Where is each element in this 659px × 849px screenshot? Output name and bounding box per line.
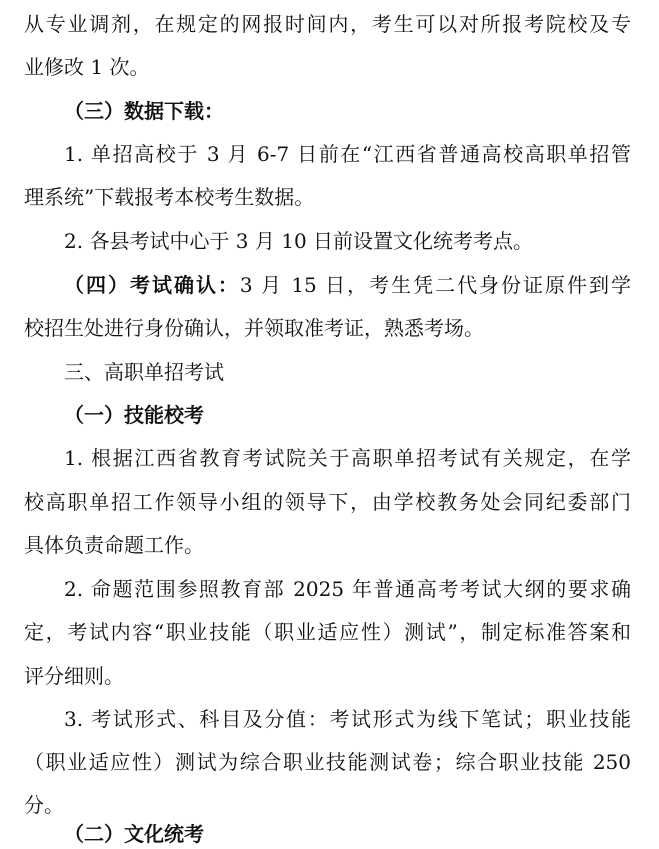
paragraph-line: 定，考试内容“职业技能（职业适应性）测试”，制定标准答案和 bbox=[24, 620, 631, 644]
paragraph-line: 3. 考试形式、科目及分值：考试形式为线下笔试；职业技能 bbox=[64, 707, 631, 731]
paragraph-line: 1. 根据江西省教育考试院关于高职单招考试有关规定，在学 bbox=[64, 446, 631, 470]
paragraph-text: 3 月 15 日，考生凭二代身份证原件到学 bbox=[239, 273, 631, 297]
paragraph-line: （职业适应性）测试为综合职业技能测试卷；综合职业技能 250 bbox=[24, 750, 631, 774]
paragraph-line: 理系统”下载报考本校考生数据。 bbox=[24, 185, 315, 209]
paragraph-line bbox=[0, 270, 659, 300]
paragraph-line: 从专业调剂，在规定的网报时间内，考生可以对所报考院校及专 bbox=[24, 12, 631, 36]
paragraph-line: 校招生处进行身份确认，并领取准考证，熟悉考场。 bbox=[24, 316, 484, 340]
paragraph-line: 校高职单招工作领导小组的领导下，由学校教务处会同纪委部门 bbox=[24, 490, 631, 514]
paragraph-line: 分。 bbox=[24, 793, 64, 817]
subsection-heading-data-download: （三）数据下载： bbox=[64, 99, 224, 123]
subsection-heading-exam-confirmation: （四）考试确认： bbox=[64, 273, 240, 297]
section-heading: 三、高职单招考试 bbox=[64, 360, 224, 384]
paragraph-line: 具体负责命题工作。 bbox=[24, 533, 204, 557]
paragraph-line: 评分细则。 bbox=[24, 664, 124, 688]
paragraph-line: 2. 各县考试中心于 3 月 10 日前设置文化统考考点。 bbox=[64, 229, 534, 253]
subsection-heading-skill-exam: （一）技能校考 bbox=[64, 403, 204, 427]
paragraph-line: 1. 单招高校于 3 月 6-7 日前在“江西省普通高校高职单招管 bbox=[64, 142, 631, 166]
paragraph-line: 2. 命题范围参照教育部 2025 年普通高考考试大纲的要求确 bbox=[64, 577, 631, 601]
paragraph-line: 业修改 1 次。 bbox=[24, 55, 150, 79]
subsection-heading-cultural-exam: （二）文化统考 bbox=[64, 822, 204, 846]
